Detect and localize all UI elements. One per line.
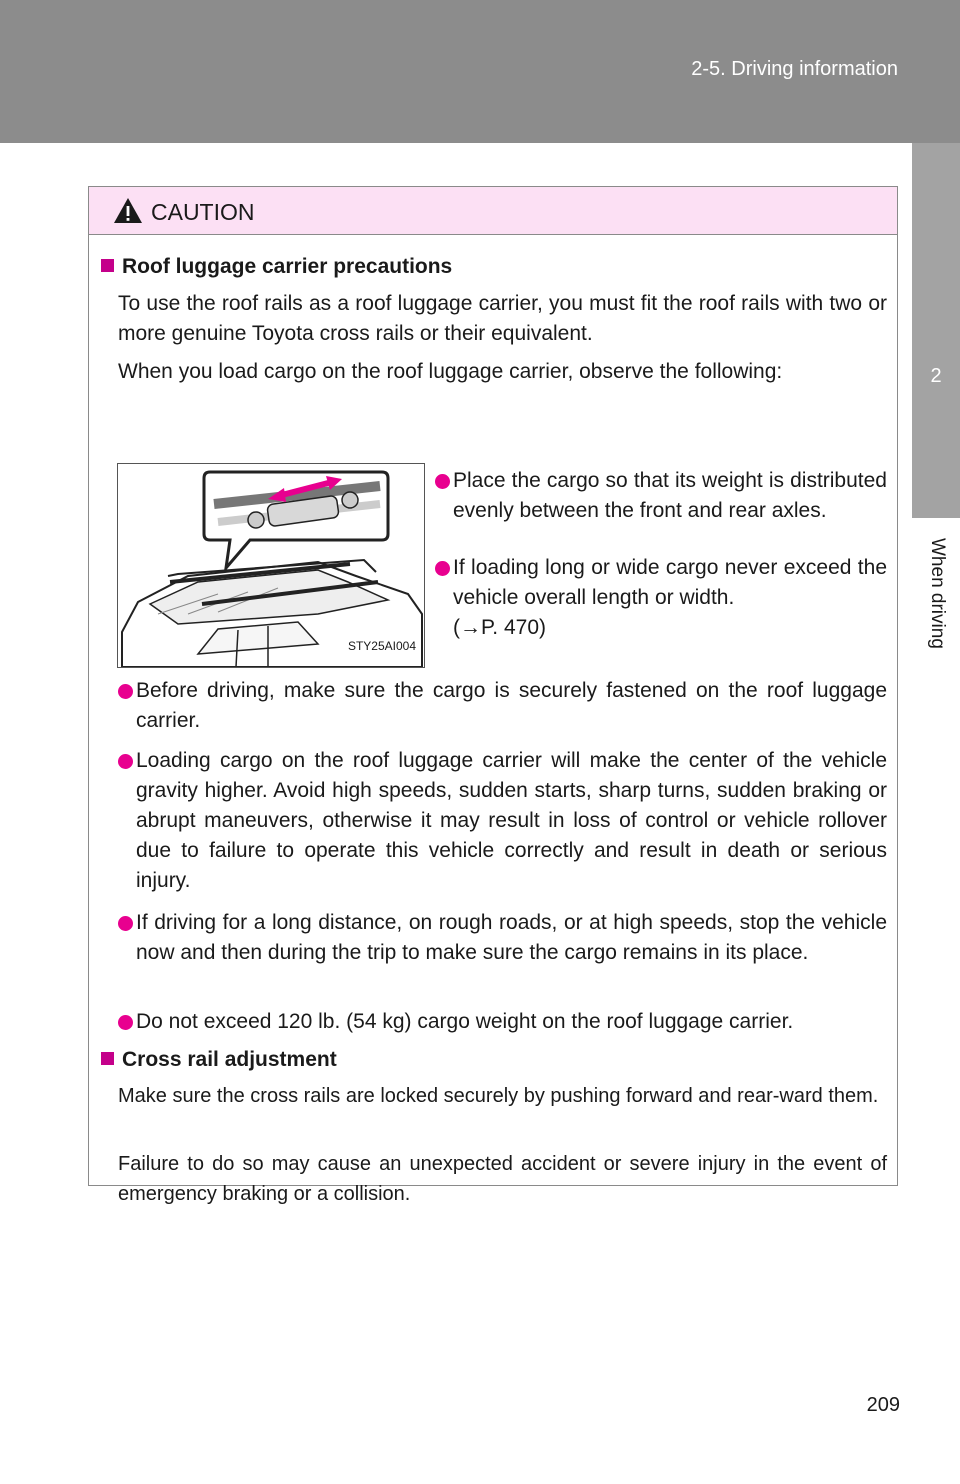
- section-heading-roof-carrier: [101, 252, 452, 282]
- circle-bullet-icon: [435, 474, 450, 489]
- paragraph: To use the roof rails as a roof luggage carrier, you must fit the roof rails with two or more genuine Toyota cross rails or their equivalent.: [118, 292, 887, 345]
- paragraph: Failure to do so may cause an unexpected accident or severe injury in the event of emergency braking or a collision.: [118, 1153, 887, 1205]
- circle-bullet-icon: [118, 754, 133, 769]
- chapter-tab: [912, 143, 960, 518]
- list-item: [435, 466, 887, 526]
- paragraph: Make sure the cross rails are locked securely by pushing forward and rear-ward them.: [118, 1085, 879, 1107]
- caution-box: [88, 186, 898, 1205]
- bullet-text: If loading long or wide cargo never exceed the vehicle overall length or width.: [453, 556, 887, 609]
- circle-bullet-icon: [118, 684, 133, 699]
- list-item: [118, 746, 887, 896]
- bullet-text: Before driving, make sure the cargo is securely fastened on the roof luggage carrier.: [136, 679, 887, 732]
- circle-bullet-icon: [118, 1015, 133, 1030]
- illustration-code: STY25AI004: [347, 639, 416, 653]
- list-item: [118, 1007, 887, 1037]
- chapter-label-container: [912, 538, 960, 688]
- chapter-number: 2: [930, 365, 942, 387]
- bullet-text: Loading cargo on the roof luggage carrier will make the center of the vehicle gravity higher. Avoid high speeds, sudden starts, sharp turns, sudden braking or abrupt maneuvers, otherwise it may result in loss of control or vehicle rollover due to failure to operate this vehicle correctly and result in death or serious injury.: [136, 749, 887, 892]
- caution-header: [89, 187, 897, 235]
- square-bullet-icon: [101, 1052, 114, 1065]
- section-title: 2-5. Driving information: [691, 58, 898, 80]
- list-item: [118, 908, 887, 968]
- heading-text: Roof luggage carrier precautions: [122, 255, 453, 278]
- chapter-label: When driving: [927, 538, 948, 649]
- circle-bullet-icon: [435, 561, 450, 576]
- caution-content: [89, 235, 897, 1205]
- page-number: 209: [866, 1394, 900, 1416]
- paragraph: When you load cargo on the roof luggage carrier, observe the following:: [118, 360, 783, 383]
- caution-title: CAUTION: [151, 199, 255, 225]
- page-reference: (→P. 470): [453, 616, 546, 639]
- bullet-text: If driving for a long distance, on rough roads, or at high speeds, stop the vehicle now and then during the trip to make sure the cargo remains in its place.: [136, 911, 887, 964]
- warning-triangle-icon: [113, 197, 143, 224]
- list-item: [118, 676, 887, 736]
- page-header: [0, 0, 960, 143]
- heading-text: Cross rail adjustment: [122, 1048, 337, 1071]
- square-bullet-icon: [101, 259, 114, 272]
- section-heading-cross-rail: [101, 1045, 337, 1075]
- circle-bullet-icon: [118, 916, 133, 931]
- list-item: [435, 553, 887, 643]
- bullet-text: Do not exceed 120 lb. (54 kg) cargo weight on the roof luggage carrier.: [136, 1010, 794, 1033]
- bullet-text: Place the cargo so that its weight is distributed evenly between the front and rear axles.: [453, 469, 887, 522]
- roof-carrier-illustration: [117, 463, 425, 668]
